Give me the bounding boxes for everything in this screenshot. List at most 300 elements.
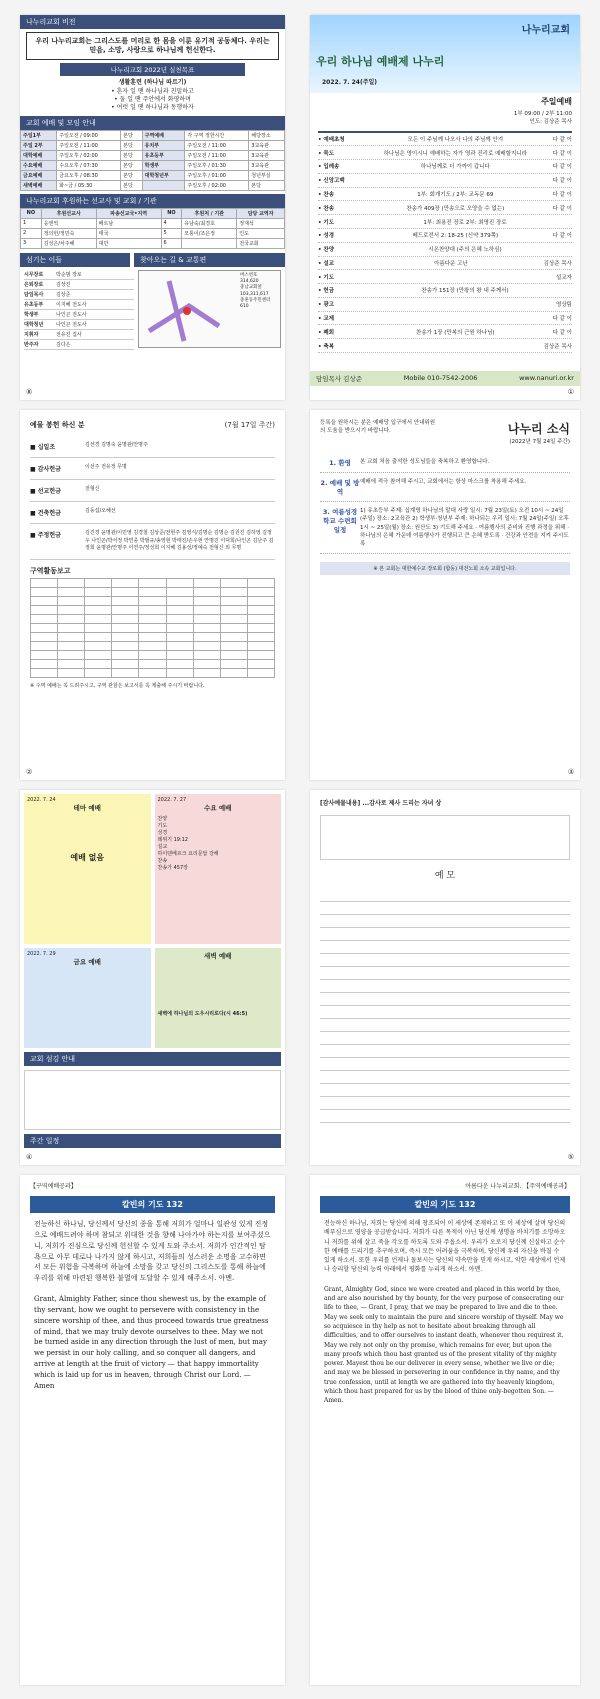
order-content: 1부: 최용진 장로 2부: 최명진 장로 [423,219,507,226]
worship-table [20,130,285,191]
map-title: 찾아오는 길 & 교통편 [134,253,285,267]
memo-line [320,967,570,980]
table-cell [193,623,220,632]
memo-line [320,993,570,1006]
table-cell: 3교육관 [249,160,285,170]
table-row [21,218,285,228]
staff-name: 전유진 집사 [56,331,82,338]
table-cell [58,587,85,596]
table-cell [85,605,112,614]
table-cell: 금요예배 [21,170,57,180]
table-row [31,587,275,596]
table-cell [112,596,139,605]
table-cell: 3교육관 [249,150,285,160]
table-cell [166,614,193,623]
table-cell [193,632,220,641]
news-item [320,473,570,502]
order-label: • 묵도 [318,150,335,157]
table-cell: 해당장소 [249,130,285,140]
table-cell [247,659,274,668]
order-item [318,312,572,326]
staff-name: 박순범 장로 [56,271,82,278]
table-cell: 6 [161,238,182,248]
table-cell: 화~금 / 05:30 [57,180,121,190]
table-cell [58,641,85,650]
order-item [318,229,572,243]
table-cell [193,587,220,596]
table-cell [220,659,247,668]
page-number: ⑧ [26,388,33,396]
mission-table [20,208,285,249]
table-cell [112,605,139,614]
memo-title: 예 모 [434,871,456,881]
table-cell [166,605,193,614]
table-cell: 학생부 [142,160,185,170]
memo-line [320,1006,570,1019]
table-cell [85,578,112,587]
table-cell: 수요오후 / 07:30 [57,160,121,170]
table-cell [112,632,139,641]
order-label: • 헌금 [318,288,335,295]
table-cell [220,668,247,677]
order-person: 다 같 이 [552,233,572,240]
order-person: 영상팀 [556,302,572,309]
table-row [21,150,285,160]
staff-role: 담임목사 [24,291,44,298]
offerings-date: (7월 17일 주간) [224,421,275,429]
staff-role: 대학청년 [24,321,44,328]
table-cell [220,632,247,641]
table-cell: 본당 [121,170,143,180]
offerings-title: 예물 봉헌 하신 분 [30,421,85,429]
table-cell [139,614,166,623]
page-number: ② [26,768,33,776]
order-person: 다 같 이 [552,329,572,336]
order-of-worship [318,131,572,354]
order-label: • 기도 [318,219,335,226]
offering-label: ■ 십일조 [30,444,56,451]
table-cell [220,578,247,587]
offering-names: 김진경 윤명관/이민영 김경철 김상준/전현주 김영식/김명순 김명순 김원진 김하영 김정우 나인곤/박서정 박연종 박필규/송영현 박태진/손우현 안명진 이덕희/나인곤 김난주 김정희 윤명관/안명주 이연주/정성희 이지혜 김용성/정예숙 전형신 외 무명 [85,530,274,551]
table-row [31,596,275,605]
table-cell [139,632,166,641]
staff-list [24,270,134,350]
location-map [138,270,281,348]
staff-title: 섬기는 이들 [20,253,130,267]
prayer-korean: 전능하신 하나님, 저희는 당신에 의해 창조되어 이 세상에 존재하고 또 이 세상에 살며 당신의 베푸심으로 영양을 공급받습니다. 저희가 다른 목적이 아닌 당신께 생명을 바치기를 소망하오니 저희를 위해 살고 죽을 각오를 하도록 도와 주옵소서. 우리가 오로지 당신께 신실하고 순수한 예배를 드리기를 추구하오며, 즉시 모든 어려움을 극복하며, 당신께 우리 자신을 바칠 수 있게 하소서. 또한 우리를 언제나 돌보시는 당신의 약속만을 믿게 하시고, 악한 세상에서 언제나 승리할 당신의 능력 아래에서 평화를 누리게 하소서. 아멘. [324,1220,566,1274]
friday-service: 2022. 7. 29 금요 예배 [24,948,151,1048]
table-cell: 인도 [237,228,285,238]
memo-line [320,1097,570,1110]
staff-item [24,300,134,310]
table-cell [166,632,193,641]
table-cell: 유치부 [142,140,185,150]
table-cell: 정의헌/정민숙 [41,228,96,238]
staff-name: 김다은 [56,341,71,348]
worship-title: 교회 예배 및 모임 안내 [20,116,285,130]
table-cell [220,614,247,623]
page-memo [310,790,580,1165]
table-cell: 2 [21,228,42,238]
slogan: 우리 하나님 예배제 나누리 [316,55,445,68]
page-news [310,410,580,780]
offering-row [30,524,275,560]
order-content [358,300,556,308]
table-cell [85,587,112,596]
table-row [21,180,285,190]
memo-line [320,1058,570,1071]
table-cell: 정재석 [237,218,285,228]
staff-role: 지휘자 [24,331,39,338]
order-person: 다 같 이 [552,178,572,185]
news-list [320,453,570,554]
page-prayer-right [310,1175,580,1685]
table-cell: 주일오전 / 09:00 [57,130,121,140]
table-cell: 모퉁이/조은정 [182,228,237,238]
table-cell: 4 [161,218,182,228]
table-header-row [21,208,285,218]
table-cell: 본당 [121,130,143,140]
vision-header: 나누리교회 비전 [20,15,285,29]
table-cell [139,605,166,614]
service-item: 성경 [157,830,168,836]
table-cell [166,623,193,632]
table-cell [58,632,85,641]
table-header-cell: NO [161,208,182,218]
order-content: 하나님은 영이시니 예배하는 자가 영과 진리로 예배할지니라 [383,150,527,157]
table-cell [139,650,166,659]
order-content: 아름다운 고난 [434,260,468,267]
table-cell: 대학예배 [21,150,57,160]
offerings-list [30,436,275,560]
page-number: ④ [26,1153,33,1161]
table-cell [139,578,166,587]
order-item [318,174,572,188]
table-cell: 청년부실 [249,170,285,180]
offering-row [30,458,275,480]
table-cell [247,623,274,632]
staff-item [24,320,134,330]
week-schedule-title: 주간 일정 [24,1134,281,1148]
wednesday-service: 2022. 7. 27 수요 예배 찬양 기도 성경 레위기 19:12 설교 하이덴베르크 요리문답 강해 찬송 찬송가 457장 [155,794,282,944]
order-content: 찬송가 1장 (만복의 근원 하나님) [416,329,495,336]
bus-info: 버스번호 314,620 충남교회앞 103,311,617 충훈동주민센터 610 [240,272,271,310]
table-cell [166,596,193,605]
order-person: 다 같 이 [552,136,572,143]
table-row [21,170,285,180]
staff-item [24,330,134,340]
table-cell: 대학청년부 [142,170,185,180]
order-content: 찬송가 151장 (만왕의 왕 내 주께서) [421,288,509,295]
offering-label: ■ 주정헌금 [30,532,61,539]
table-cell: 유남숙/최경호 [182,218,237,228]
table-cell [139,668,166,677]
staff-item [24,280,134,290]
table-row [31,641,275,650]
table-cell [58,614,85,623]
table-header-cell: 담당 교역자 [237,208,285,218]
mission-title: 나누리교회 후원하는 선교사 및 교회 / 기관 [20,194,285,208]
order-item [318,201,572,215]
table-cell: 5 [161,228,182,238]
order-label: • 폐회 [318,329,335,336]
table-cell: 1 [21,218,42,228]
table-cell: 3교육관 [249,140,285,150]
news-footnote: ※ 본 교회는 대한예수교 장로회 (합동) 대전노회 소속 교회입니다. [320,562,570,575]
table-cell [112,578,139,587]
table-cell [247,668,274,677]
memo-lines [310,889,580,1123]
news-text: 1) 유초등부 주제: 십계명 하나님의 말대 사랑 일시: 7월 23일(토) 오전 10시 ~ 24일(주일) 장소: 2교육관 2) 학생부·청년부 주제: 하나되는 우리 일시: 7월 24일(주일) 오후 1시 ~ 25일(월) 장소: 원산도 3) 기도해 주세요 · 여름행사의 준비와 진행 과정을 위해 · 하나님의 은혜 가운데 여름행사가 진행되고 큰 은혜 받도록 · 건강과 안전을 지켜 주시도록 [360,508,569,547]
table-row [31,614,275,623]
news-label: 2. 예배 및 방역 [320,479,360,496]
cover-banner [310,15,580,93]
offering-label: ■ 건축헌금 [30,510,61,517]
order-item [318,284,572,298]
table-cell [85,614,112,623]
offering-names: 김동섭/오혜선 [85,508,116,514]
table-cell: 대만 [96,238,161,248]
table-cell [112,623,139,632]
order-person: 다 같 이 [552,150,572,157]
order-content [358,314,553,322]
table-cell [193,650,220,659]
table-header-cell: NO [21,208,42,218]
plan-title: 나누리교회 2022년 실천목표 [60,63,245,76]
table-cell [193,668,220,677]
memo-line [320,980,570,993]
table-cell: 주일1부 [21,130,57,140]
page-number: ③ [567,768,574,776]
church-motto: 우리 나누리교회는 그리스도를 머리로 한 몸을 이룬 유기적 공동체다. 우리는 믿음, 소망, 사랑으로 하나님께 헌신한다. [26,32,279,60]
prayer-title: 칼빈의 기도 132 [30,1196,275,1213]
staff-name: 김상준 [56,291,71,298]
table-cell [85,632,112,641]
table-cell [220,587,247,596]
table-cell [247,605,274,614]
table-cell [58,659,85,668]
table-cell [139,659,166,668]
service-item: 기도 [157,823,168,829]
table-cell [166,578,193,587]
memo-line [320,1084,570,1097]
order-item [318,339,572,353]
news-text: 예배에 적극 참여해 주시고, 교회에서는 항상 마스크를 착용해 주세요. [360,479,527,485]
memo-line [320,1032,570,1045]
table-cell: 김성은/차주혜 [41,238,96,248]
service-info-title: 교회 섬김 안내 [24,1052,281,1066]
prayer-tag: 아름다운 나누리교회. 【주역예배공과】 [465,1183,570,1190]
memo-line [320,1110,570,1123]
order-label: • 축복 [318,343,335,350]
table-cell: 태국 [96,228,161,238]
page-number: ⑤ [567,1153,574,1161]
table-header-cell: 후원처 / 기관 [182,208,237,218]
news-label: 1. 환영 [329,459,351,467]
service-item: 찬송 [157,858,168,864]
staff-item [24,340,134,350]
table-row [31,605,275,614]
staff-name: 나인곤 전도사 [56,321,87,328]
staff-item [24,270,134,280]
register-notice: 등록을 원하시는 분은 예배당 입구에서 안내위원의 도움을 받으시기 바랍니다. [320,420,436,434]
table-cell [220,650,247,659]
table-cell [31,587,58,596]
creed: 생활훈련 (하나님 따르기) • 혼자 일 땐 하나님과 친밀하고 • 둘 일 땐 주안에서 화평하며 • 여럿 일 땐 하나님과 동행하자 [111,79,194,112]
table-cell [166,641,193,650]
table-cell: 본당 [121,180,143,190]
order-item [318,146,572,160]
table-cell [58,668,85,677]
table-cell [112,650,139,659]
table-row [21,228,285,238]
service-title: 주일예배 [541,97,572,106]
service-item: 하이덴베르크 요리문답 강해 [157,851,219,857]
offering-label: ■ 감사헌금 [30,466,61,473]
pastor-name: 담임목사 김상준 [316,375,363,383]
prayer-english: Grant, Almighty Father, since thou shewest us, by the example of thy servant, how we ought to persevere with consistency in the sincere worship of thee, and thus proceed towards true greatness of mind, that we may truly devote ourselves to thee. May we not be turned aside in any direction through the lust of men, but may we persist in our holy calling, and so conquer all dangers, and arrive at length at the fruit of victory — that happy immortality which is laid up for us in heaven, through Christ our Lord. — Amen [34,1295,269,1390]
table-cell [247,641,274,650]
order-item [318,298,572,312]
offering-row [30,502,275,524]
page-staff-info [20,15,285,400]
table-cell [85,641,112,650]
service-leader: 인도: 김상준 목사 [529,119,572,126]
order-content: 하나님께로 더 가까이 갑니다 [420,164,490,171]
table-cell [112,659,139,668]
table-cell [112,641,139,650]
table-cell [58,605,85,614]
table-cell [166,659,193,668]
memo-line [320,928,570,941]
order-item [318,243,572,257]
table-cell [31,659,58,668]
table-cell [193,659,220,668]
staff-item [24,310,134,320]
staff-name: 김상진 [56,281,71,288]
staff-role: 학생부 [24,311,39,318]
order-item [318,270,572,284]
table-cell: 응엔씩 [41,218,96,228]
table-header-cell: 후원선교사 [41,208,96,218]
order-content: 1부: 회개기도 / 2부: 교독문 69 [417,192,494,199]
order-label: • 신앙고백 [318,178,345,185]
offering-label: ■ 선교헌금 [30,488,61,495]
staff-name: 나인곤 전도사 [56,311,87,318]
order-person: 다 같 이 [552,164,572,171]
prayer-korean: 전능하신 하나님, 당신께서 당신의 종을 통해 저희가 얼마나 일관성 있게 진정으로 예배드려야 하며 참되고 위대한 것을 향해 나아가야 하는지를 보여주셨으니, 저희가 진심으로 당신께 헌신할 수 있게 도와 주소서. 저희가 인간적인 탐욕으로 아무 데로나 나가지 않게 하시고, 저희들의 성스러운 소명을 고수하면서 모든 위험을 극복하며 하늘에 소망을 갖고 당신의 그리스도를 통해 하늘에 우리를 위해 마련된 행복한 불멸에 도달할 수 있게 해주소서. 아멘. [34,1220,271,1283]
table-row [31,668,275,677]
table-cell: 수요예배 [21,160,57,170]
table-cell: 베트남 [96,218,161,228]
order-item [318,133,572,147]
table-cell [112,587,139,596]
table-cell: 본당 [121,160,143,170]
table-cell: 3 [21,238,42,248]
cover-footer [310,371,580,386]
staff-name: 이지혜 전도사 [56,301,87,308]
memo-line [320,902,570,915]
table-cell [247,614,274,623]
table-cell: 본당 [121,140,143,150]
news-label: 3. 여름성경학교 수련회 일정 [322,508,358,534]
news-date: (2022년 7월 24일 주간) [509,439,570,445]
table-cell: 주일오후 / 01:00 [185,170,249,180]
order-person: 김상준 목사 [543,343,572,350]
thanks-table [320,815,570,860]
order-content: 모든 이 주님께 나오사 나의 주님께 안겨 [407,136,504,143]
memo-line [320,941,570,954]
table-cell [85,650,112,659]
order-person: 다 같 이 [552,192,572,199]
service-item: 레위기 19:12 [157,837,188,843]
table-cell: 본당 [121,150,143,160]
order-label: • 교제 [318,316,335,323]
staff-role: 시무장로 [24,271,44,278]
order-label: • 입례송 [318,164,340,171]
order-person: 다 같 이 [552,316,572,323]
news-item [320,502,570,554]
prayer-title: 칼빈의 기도 132 [320,1196,570,1213]
order-content [358,273,556,281]
table-row [21,140,285,150]
table-cell [139,641,166,650]
table-cell [220,623,247,632]
order-item [318,257,572,271]
table-cell [58,623,85,632]
news-title: 나누리 소식 [507,422,570,436]
page-offerings [20,410,285,780]
table-cell [31,632,58,641]
memo-line [320,889,570,902]
order-content: 베드로전서 2: 18-25 (신약 379쪽) [412,233,499,240]
staff-role: 유초등부 [24,301,44,308]
order-item [318,325,572,339]
memo-line [320,954,570,967]
order-label: • 성경 [318,233,335,240]
order-person: 다 같 이 [552,205,572,212]
order-content: 찬송가 409장 (만송으로 오양을 수 없는) [406,205,505,212]
table-cell [142,180,185,190]
bulletin-date: 2022. 7. 24(주일) [322,79,378,86]
table-cell: 유초등부 [142,150,185,160]
order-item [318,160,572,174]
order-item [318,188,572,202]
order-label: • 광고 [318,302,335,309]
order-item [318,215,572,229]
table-row [21,238,285,248]
service-item: 찬송가 457장 [157,865,188,871]
order-label: • 예배초청 [318,136,345,143]
order-label: • 기도 [318,274,335,281]
table-cell [247,587,274,596]
table-cell: 주일오전 / 11:00 [57,140,121,150]
table-cell [85,659,112,668]
memo-line [320,1019,570,1032]
memo-head: [감사예물내용] ...감사로 제사 드리는 자녀 상 [320,800,442,807]
group-note: ※ 수역 예배는 꼭 드려주시고, 구역 관찰은 보고서를 꼭 제출해 주시기 바랍니다. [30,682,205,689]
table-cell [247,632,274,641]
table-cell [193,614,220,623]
memo-line [320,1045,570,1058]
table-cell [31,605,58,614]
order-label: • 찬송 [318,192,335,199]
phone: Mobile 010-7542-2006 [403,374,478,382]
table-cell [220,596,247,605]
staff-item [24,290,134,300]
prayer-english: Grant, Almighty God, since we were created and placed in this world by thee, and are also nourished by thy bounty, for the very purpose of consecrating our life to thee, — Grant, I pray, that we may be prepared to live and die to thee. May we seek only to maintain the pure and sincere worship of thyself. May we so acquiesce in thy help as not to hesitate about breaking through all difficulties, and to offer ourselves to instant death, whenever thou requirest it. May we rely not only on thy promise, which remains for ever, but upon the many proofs which thou hast granted us of the present vitality of thy mighty power. Mayest thou be our deliverer in every sense, whether we live or die; and may we be blessed in persevering in our confidence in thy name, and thy true confession, until at length we are gathered into thy heavenly kingdom, which thou hast prepared for us by the blood of thine only-begotten Son. — Amen. [324,1285,564,1405]
service-times: 1부 09:00 / 2부 11:00 [513,111,572,117]
